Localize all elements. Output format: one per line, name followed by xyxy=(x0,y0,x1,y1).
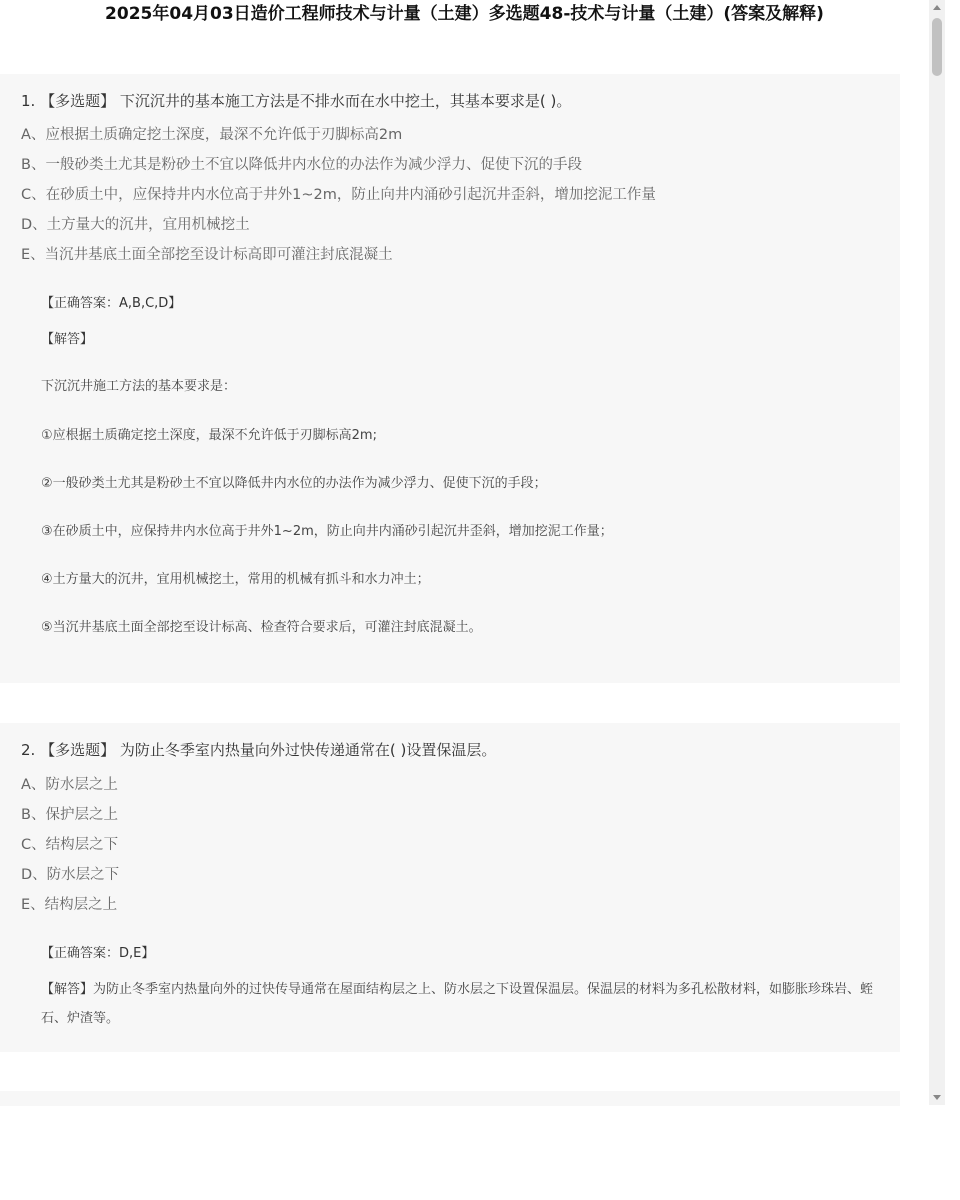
page-title: 2025年04月03日造价工程师技术与计量（土建）多选题48-技术与计量（土建）(答案及解释) xyxy=(105,4,824,24)
question-type: 【多选题】 xyxy=(40,741,116,759)
scroll-up-arrow-icon[interactable] xyxy=(929,0,945,16)
question-number: 2. xyxy=(21,741,36,759)
scroll-thumb[interactable] xyxy=(932,18,942,76)
explanation-line: ⑤当沉井基底土面全部挖至设计标高、检查符合要求后，可灌注封底混凝土。 xyxy=(41,620,482,635)
explanation-label: 【解答】 xyxy=(41,332,94,347)
question-stem: 下沉沉井的基本施工方法是不排水而在水中挖土，其基本要求是( )。 xyxy=(119,92,572,110)
explanation-line: ④土方量大的沉井，宜用机械挖土，常用的机械有抓斗和水力冲土； xyxy=(41,572,430,587)
option-d[interactable]: D、土方量大的沉井，宜用机械挖土 xyxy=(21,217,250,233)
question-card-2 xyxy=(0,723,900,1052)
option-d[interactable]: D、防水层之下 xyxy=(21,867,120,883)
explanation-label: 【解答】 xyxy=(41,982,94,997)
option-e[interactable]: E、当沉井基底土面全部挖至设计标高即可灌注封底混凝土 xyxy=(21,247,393,263)
explanation-line: ①应根据土质确定挖土深度，最深不允许低于刃脚标高2m; xyxy=(41,428,377,443)
question-stem: 为防止冬季室内热量向外过快传递通常在( )设置保温层。 xyxy=(119,741,497,759)
explanation-line: ②一般砂类土尤其是粉砂土不宜以降低井内水位的办法作为减少浮力、促使下沉的手段； xyxy=(41,476,547,491)
question-number: 1. xyxy=(21,92,36,110)
explanation xyxy=(41,975,881,1033)
option-a[interactable]: A、应根据土质确定挖土深度，最深不允许低于刃脚标高2m xyxy=(21,127,403,143)
question-type: 【多选题】 xyxy=(40,92,116,110)
option-b[interactable]: B、一般砂类土尤其是粉砂土不宜以降低井内水位的办法作为减少浮力、促使下沉的手段 xyxy=(21,157,582,173)
question-header xyxy=(21,91,571,111)
vertical-scrollbar[interactable] xyxy=(929,0,945,1105)
option-b[interactable]: B、保护层之上 xyxy=(21,807,118,823)
question-card-3 xyxy=(0,1091,900,1106)
explanation-line: 下沉沉井施工方法的基本要求是： xyxy=(41,379,237,394)
option-c[interactable]: C、结构层之下 xyxy=(21,837,119,853)
question-card-1 xyxy=(0,74,900,683)
explanation-text: 为防止冬季室内热量向外的过快传导通常在屋面结构层之上、防水层之下设置保温层。保温层的材料为多孔松散材料，如膨胀珍珠岩、蛭石、炉渣等。 xyxy=(41,982,874,1026)
explanation-line: ③在砂质土中，应保持井内水位高于井外1~2m，防止向井内涌砂引起沉井歪斜，增加挖泥工作量； xyxy=(41,524,613,539)
correct-answer: 【正确答案：A,B,C,D】 xyxy=(41,296,182,311)
scroll-down-arrow-icon[interactable] xyxy=(929,1089,945,1105)
correct-answer: 【正确答案：D,E】 xyxy=(41,946,155,961)
question-header xyxy=(21,740,496,760)
option-c[interactable]: C、在砂质土中，应保持井内水位高于井外1~2m，防止向井内涌砂引起沉井歪斜，增加挖泥工作量 xyxy=(21,187,656,203)
option-a[interactable]: A、防水层之上 xyxy=(21,777,118,793)
option-e[interactable]: E、结构层之上 xyxy=(21,897,118,913)
